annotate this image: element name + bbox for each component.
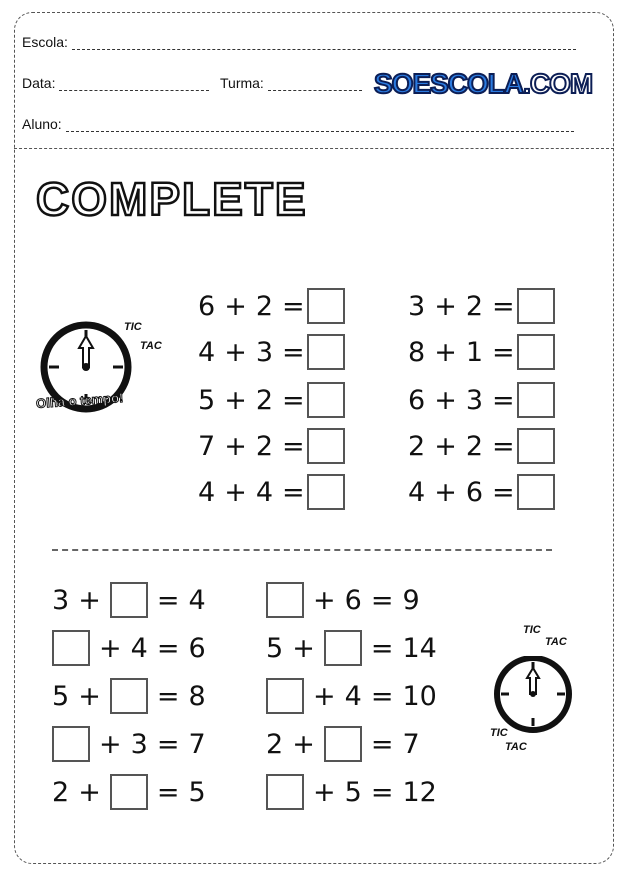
answer-box[interactable] — [110, 582, 148, 618]
result: 14 — [402, 632, 437, 664]
result: 7 — [188, 728, 206, 760]
plus-sign: + — [224, 476, 247, 508]
plus-sign: + — [99, 728, 122, 760]
aluno-line[interactable] — [66, 119, 574, 132]
escola-line[interactable] — [72, 37, 576, 50]
equals-sign: = — [492, 336, 515, 368]
operand-b: 1 — [465, 336, 483, 368]
answer-box[interactable] — [517, 382, 555, 418]
answer-box[interactable] — [52, 726, 90, 762]
equals-sign: = — [492, 476, 515, 508]
turma-label: Turma: — [220, 75, 264, 91]
logo-main: SOESCOLA — [374, 68, 524, 99]
plus-sign: + — [292, 728, 315, 760]
plus-sign: + — [224, 290, 247, 322]
answer-box[interactable] — [307, 288, 345, 324]
turma-line[interactable] — [268, 78, 362, 91]
section-divider — [52, 549, 552, 551]
equals-sign: = — [282, 384, 305, 416]
clock2-tac-bottom: TAC — [505, 741, 527, 753]
equals-sign: = — [370, 776, 394, 808]
operand-b: 6 — [344, 584, 362, 616]
operand-b: 2 — [255, 290, 273, 322]
operand-a: 5 — [198, 384, 216, 416]
answer-box[interactable] — [517, 474, 555, 510]
plus-sign: + — [434, 290, 457, 322]
plus-sign: + — [78, 776, 101, 808]
answer-box[interactable] — [517, 288, 555, 324]
operand-b: 4 — [344, 680, 362, 712]
equals-sign: = — [156, 632, 180, 664]
operand-a: 5 — [266, 632, 284, 664]
plus-sign: + — [292, 632, 315, 664]
equation-row — [198, 332, 354, 372]
plus-sign: + — [224, 384, 247, 416]
equation-row — [198, 380, 354, 420]
result: 10 — [402, 680, 437, 712]
operand-a: 6 — [198, 290, 216, 322]
equation-row — [266, 628, 446, 668]
equals-sign: = — [156, 728, 180, 760]
equation-row — [408, 472, 564, 512]
soescola-logo — [374, 68, 592, 100]
answer-box[interactable] — [110, 678, 148, 714]
equation-row — [408, 380, 564, 420]
equation-row — [266, 772, 446, 812]
clock2-tic-bottom: TIC — [490, 727, 508, 739]
equation-row — [408, 332, 564, 372]
aluno-label: Aluno: — [22, 116, 62, 132]
plus-sign: + — [313, 776, 336, 808]
plus-sign: + — [313, 680, 336, 712]
header-separator — [14, 148, 614, 149]
clock1-tac: TAC — [140, 340, 162, 352]
data-label: Data: — [22, 75, 56, 91]
equation-row — [266, 580, 429, 620]
operand-a: 8 — [408, 336, 426, 368]
equals-sign: = — [492, 430, 515, 462]
page-title: COMPLETE — [36, 173, 308, 225]
operand-a: 5 — [52, 680, 70, 712]
plus-sign: + — [99, 632, 122, 664]
answer-box[interactable] — [324, 726, 362, 762]
equation-row — [52, 580, 215, 620]
equals-sign: = — [370, 632, 394, 664]
escola-field[interactable] — [22, 34, 576, 50]
equation-row — [52, 628, 215, 668]
plus-sign: + — [224, 336, 247, 368]
equation-row — [266, 676, 446, 716]
operand-a: 3 — [408, 290, 426, 322]
plus-sign: + — [313, 584, 336, 616]
clock1-tic: TIC — [124, 321, 142, 333]
clock2-tac-top: TAC — [545, 636, 567, 648]
equation-row — [198, 286, 354, 326]
plus-sign: + — [78, 584, 101, 616]
equals-sign: = — [282, 476, 305, 508]
equation-row — [52, 724, 215, 764]
operand-a: 7 — [198, 430, 216, 462]
escola-label: Escola: — [22, 34, 68, 50]
operand-a: 4 — [198, 476, 216, 508]
answer-box[interactable] — [110, 774, 148, 810]
equals-sign: = — [492, 384, 515, 416]
operand-b: 4 — [255, 476, 273, 508]
clock2-tic-top: TIC — [523, 624, 541, 636]
result: 9 — [402, 584, 420, 616]
operand-a: 2 — [52, 776, 70, 808]
equals-sign: = — [492, 290, 515, 322]
equation-row — [266, 724, 429, 764]
equals-sign: = — [156, 680, 180, 712]
result: 7 — [402, 728, 420, 760]
operand-b: 2 — [465, 430, 483, 462]
answer-box[interactable] — [266, 678, 304, 714]
operand-b: 3 — [255, 336, 273, 368]
plus-sign: + — [224, 430, 247, 462]
operand-b: 2 — [255, 430, 273, 462]
equals-sign: = — [370, 584, 394, 616]
equation-row — [52, 676, 215, 716]
plus-sign: + — [434, 384, 457, 416]
answer-box[interactable] — [266, 582, 304, 618]
operand-a: 4 — [408, 476, 426, 508]
logo-suffix: .COM — [523, 68, 593, 99]
clock1-caption: Olha o tempo! — [35, 389, 124, 412]
operand-a: 3 — [52, 584, 70, 616]
clock-icon — [490, 656, 580, 736]
equals-sign: = — [370, 728, 394, 760]
plus-sign: + — [78, 680, 101, 712]
equals-sign: = — [370, 680, 394, 712]
equals-sign: = — [282, 430, 305, 462]
result: 5 — [188, 776, 206, 808]
equation-row — [52, 772, 215, 812]
operand-b: 3 — [465, 384, 483, 416]
plus-sign: + — [434, 430, 457, 462]
equals-sign: = — [282, 290, 305, 322]
result: 6 — [188, 632, 206, 664]
answer-box[interactable] — [324, 630, 362, 666]
plus-sign: + — [434, 476, 457, 508]
equals-sign: = — [282, 336, 305, 368]
equation-row — [198, 472, 354, 512]
operand-b: 3 — [130, 728, 148, 760]
operand-a: 2 — [266, 728, 284, 760]
operand-b: 2 — [465, 290, 483, 322]
equals-sign: = — [156, 584, 180, 616]
answer-box[interactable] — [266, 774, 304, 810]
plus-sign: + — [434, 336, 457, 368]
operand-a: 2 — [408, 430, 426, 462]
result: 4 — [188, 584, 206, 616]
operand-b: 6 — [465, 476, 483, 508]
answer-box[interactable] — [517, 334, 555, 370]
equation-row — [408, 286, 564, 326]
operand-a: 4 — [198, 336, 216, 368]
answer-box[interactable] — [307, 334, 345, 370]
answer-box[interactable] — [517, 428, 555, 464]
data-field[interactable] — [22, 75, 209, 91]
operand-b: 5 — [344, 776, 362, 808]
turma-field[interactable] — [220, 75, 362, 91]
answer-box[interactable] — [52, 630, 90, 666]
answer-box[interactable] — [307, 428, 345, 464]
equation-row — [408, 426, 564, 466]
result: 8 — [188, 680, 206, 712]
answer-box[interactable] — [307, 382, 345, 418]
operand-a: 6 — [408, 384, 426, 416]
operand-b: 4 — [130, 632, 148, 664]
result: 12 — [402, 776, 437, 808]
equation-row — [198, 426, 354, 466]
answer-box[interactable] — [307, 474, 345, 510]
aluno-field[interactable] — [22, 116, 574, 132]
operand-b: 2 — [255, 384, 273, 416]
equals-sign: = — [156, 776, 180, 808]
data-line[interactable] — [59, 78, 209, 91]
